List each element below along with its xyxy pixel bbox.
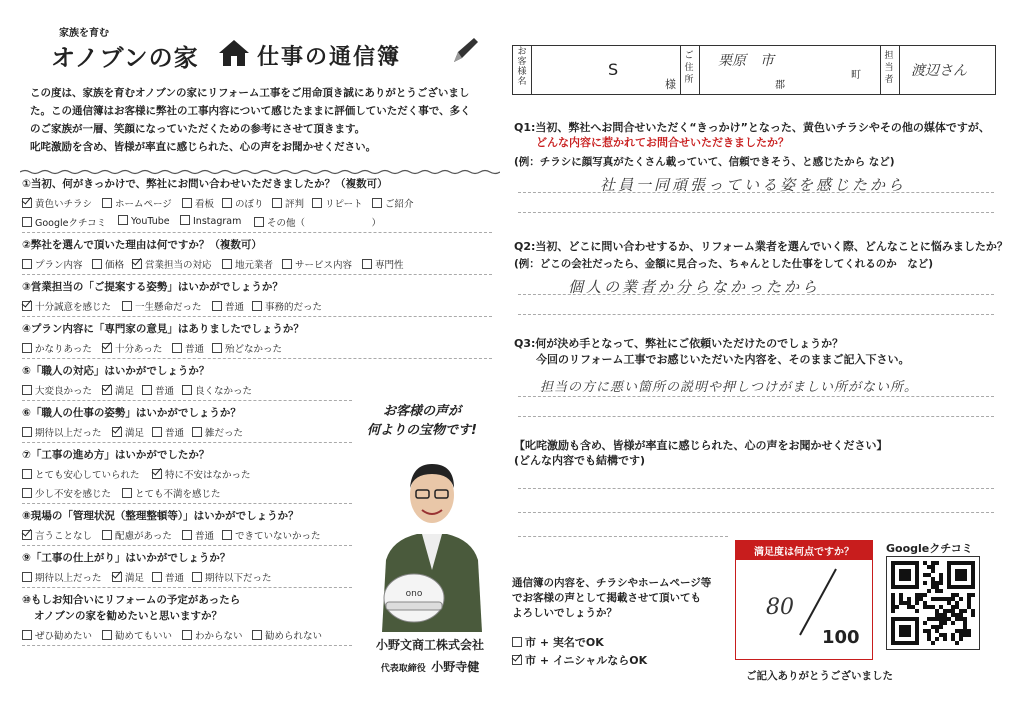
option-item[interactable] (102, 528, 172, 542)
q3-label-line: 今回のリフォーム工事でお感じいただいた内容を、そのままご記入下さい。 (536, 353, 910, 366)
option-item[interactable] (22, 570, 102, 584)
option-label: 専門性 (375, 260, 404, 271)
option-item[interactable] (102, 341, 162, 355)
satisfaction-label: 満足度は何点ですか？ (736, 541, 872, 560)
option-checkbox[interactable] (22, 343, 32, 353)
q2-example: (例：どこの会社だったら、金額に見合った、ちゃんとした仕事をしてくれるのか など) (514, 258, 934, 270)
address-machi: 町 (851, 70, 861, 81)
option-item[interactable] (172, 341, 204, 355)
customer-info-table (512, 45, 996, 95)
option-checkbox[interactable] (222, 198, 232, 208)
question-label: ①当初、何がきっかけで、弊社にお問い合わせいただきましたか？（複数可） (22, 178, 388, 190)
row-divider (22, 232, 492, 233)
question-label: ④プラン内容に「専門家の意見」はありましたでしょうか？ (22, 323, 304, 335)
option-checkbox[interactable] (182, 198, 192, 208)
q2-label: Q2:当初、どこに問い合わせするか、リフォーム業者を選んでいく際、どんなことに悩みましたか？ (514, 240, 1008, 253)
president-name (360, 656, 500, 675)
option-label: できていないかった (235, 531, 321, 542)
brand-name: オノブンの家 (51, 44, 199, 72)
option-item[interactable] (132, 257, 212, 271)
option-label: ぜひ勧めたい (35, 631, 93, 642)
intro-text (30, 84, 498, 156)
question-label: ⑩もしお知合いにリフォームの予定があったら (22, 594, 241, 606)
option-item[interactable] (22, 383, 92, 397)
satisfaction-max: 100 (822, 627, 860, 648)
option-label: 評判 (285, 199, 305, 210)
option-label: 十分誠意を感じた (35, 302, 112, 313)
option-checkbox[interactable] (272, 198, 282, 208)
question-label: ⑥「職人の仕事の姿勢」はいかがでしょうか？ (22, 407, 241, 419)
option-item[interactable] (22, 341, 92, 355)
option-item[interactable] (182, 528, 214, 542)
option-checkbox[interactable] (152, 572, 162, 582)
option-item[interactable] (362, 257, 404, 271)
q4-label (514, 438, 888, 468)
option-label: サービス内容 (295, 260, 353, 271)
option-label: 営業担当の対応 (145, 260, 212, 271)
option-label: 普通 (155, 386, 175, 397)
option-checkbox[interactable] (252, 301, 262, 311)
option-checkbox[interactable] (22, 427, 32, 437)
option-label: 満足 (125, 573, 145, 584)
question-label: ⑧現場の「管理状況（整理整頓等）」はいかがでしょうか？ (22, 510, 299, 522)
option-checkbox[interactable] (142, 385, 152, 395)
option-checkbox[interactable] (22, 301, 32, 311)
option-label: 黄色いチラシ (35, 199, 93, 210)
option-item[interactable] (182, 383, 252, 397)
option-label: リピート (325, 199, 363, 210)
google-label: Googleクチコミ (886, 542, 973, 555)
row-divider (22, 274, 492, 275)
option-label: 一生懸命だった (135, 302, 202, 313)
option-label: わからない (195, 631, 243, 642)
option-checkbox[interactable] (22, 385, 32, 395)
option-item[interactable] (112, 425, 144, 439)
option-label: 期待以上だった (35, 428, 102, 439)
option-item[interactable] (102, 628, 172, 642)
customer-name-label: お 客 様 名 (517, 47, 527, 87)
q1-example: (例：チラシに顔写真がたくさん載っていて、信頼できそう、と感じたから など) (514, 156, 895, 168)
promo-line: お客様の声が (382, 404, 461, 419)
question-label: ②弊社を選んで頂いた理由は何ですか？（複数可） (22, 239, 262, 251)
option-label: Googleクチコミ (35, 218, 107, 229)
option-label: 十分あった (115, 344, 163, 355)
option-label: Instagram (193, 216, 242, 227)
option-checkbox[interactable] (182, 530, 192, 540)
option-item[interactable] (22, 196, 92, 210)
option-label: 普通 (165, 428, 185, 439)
option-checkbox[interactable] (102, 630, 112, 640)
option-checkbox[interactable] (122, 301, 132, 311)
address-value: 栗原 市 (718, 53, 774, 69)
option-item[interactable] (372, 196, 414, 210)
president-title: 代表取締役 (380, 664, 426, 674)
question-label: ⑨「工事の仕上がり」はいかがでしょうか？ (22, 552, 231, 564)
consent-text (512, 576, 711, 621)
option-item[interactable] (192, 570, 272, 584)
option-checkbox[interactable] (152, 427, 162, 437)
option-checkbox[interactable] (222, 530, 232, 540)
option-label: 普通 (165, 573, 185, 584)
q4-label-line: (どんな内容でも結構です) (514, 454, 646, 467)
option-checkbox[interactable] (212, 343, 222, 353)
customer-name-value: S (608, 60, 619, 79)
option-label: 勧めてもいい (115, 631, 173, 642)
row-divider (22, 587, 352, 588)
option-label: とても不満を感じた (135, 489, 221, 500)
option-checkbox[interactable] (22, 198, 32, 208)
option-checkbox[interactable] (312, 198, 322, 208)
consent-option-initials[interactable] (512, 652, 647, 668)
consent-option-label: 市 + イニシャルならOK (525, 654, 648, 667)
wave-divider (20, 160, 500, 166)
option-checkbox[interactable] (254, 217, 264, 227)
consent-line: 通信簿の内容を、チラシやホームページ等 (512, 577, 712, 589)
option-label: 普通 (185, 344, 205, 355)
brand-header (45, 22, 485, 82)
option-item[interactable] (152, 570, 184, 584)
option-item[interactable] (118, 215, 170, 227)
option-item[interactable] (192, 425, 243, 439)
option-label: かなりあった (35, 344, 92, 355)
satisfaction-box (735, 540, 873, 660)
consent-option-label: 市 + 実名でOK (525, 636, 604, 649)
option-label: ご紹介 (385, 199, 414, 210)
row-divider (22, 358, 492, 359)
option-checkbox[interactable] (22, 572, 32, 582)
google-qr-code[interactable] (886, 556, 980, 650)
row-divider (22, 645, 352, 646)
q2-answer: 個人の業者か分らなかったから (568, 278, 821, 296)
tagline: 家族を育む (59, 28, 109, 39)
option-label: 言うことなし (35, 531, 93, 542)
option-item[interactable] (152, 467, 251, 481)
option-checkbox[interactable] (102, 385, 112, 395)
customer-name-suffix: 様 (665, 78, 676, 91)
consent-option-real-name[interactable] (512, 634, 604, 650)
option-checkbox[interactable] (22, 469, 32, 479)
option-item[interactable] (22, 257, 83, 271)
option-checkbox[interactable] (180, 215, 190, 225)
option-checkbox[interactable] (222, 259, 232, 269)
address-gun: 郡 (775, 80, 785, 91)
question-label: ③営業担当の「ご提案する姿勢」はいかがでしょうか？ (22, 281, 283, 293)
company-name: 小野文商工株式会社 (375, 638, 484, 652)
option-label: 価格 (105, 260, 125, 271)
intro-line: この度は、家族を育むオノブンの家にリフォーム工事をご用命頂き誠にありがとうございまし (30, 87, 470, 99)
option-label: 普通 (225, 302, 245, 313)
address-label: ご 住 所 (684, 51, 694, 85)
row-divider (22, 503, 352, 504)
option-item[interactable] (22, 628, 92, 642)
option-item[interactable] (22, 425, 102, 439)
option-item[interactable] (102, 196, 172, 210)
option-label: 事務的だった (265, 302, 323, 313)
option-item[interactable] (182, 628, 243, 642)
consent-line: でお客様の声として掲載させて頂いても (512, 592, 701, 604)
option-item[interactable] (152, 425, 184, 439)
option-item[interactable] (180, 215, 241, 227)
row-divider (22, 400, 352, 401)
option-item[interactable] (222, 257, 273, 271)
thanks-text: ご記入ありがとうございました (746, 670, 893, 682)
option-label: YouTube (131, 216, 170, 227)
option-label: ホームページ (115, 199, 172, 210)
option-label: 満足 (115, 386, 135, 397)
option-item[interactable] (112, 570, 144, 584)
option-checkbox[interactable] (92, 259, 102, 269)
option-checkbox[interactable] (282, 259, 292, 269)
option-checkbox[interactable] (172, 343, 182, 353)
option-item[interactable] (142, 383, 174, 397)
option-label: 地元業者 (235, 260, 274, 271)
q1-label-line: どんな内容に惹かれてお問合せいただきましたか？ (536, 136, 789, 149)
staff-value: 渡辺さん (911, 63, 967, 79)
option-item[interactable] (252, 299, 322, 313)
option-item[interactable] (22, 486, 111, 500)
option-checkbox[interactable] (102, 198, 112, 208)
q1-label-line: Q1:当初、弊社へお問合せいただく“きっかけ”となった、黄色いチラシやその他の媒体ですが、 (514, 121, 990, 134)
intro-line: た。この通信簿はお客様に弊社の工事内容について感じたままに評価していただく事で、多く (30, 105, 471, 117)
option-item[interactable] (92, 257, 124, 271)
option-checkbox[interactable] (122, 488, 132, 498)
option-checkbox[interactable] (132, 259, 142, 269)
option-checkbox[interactable] (182, 385, 192, 395)
house-icon (217, 38, 251, 68)
option-item[interactable] (222, 196, 264, 210)
q3-answer: 担当の方に悪い箇所の説明や押しつけがましい所がない所。 (540, 380, 919, 395)
question-label: ⑦「工事の進め方」はいかがでしたか？ (22, 449, 210, 461)
option-item[interactable] (254, 215, 381, 229)
option-label: のぼり (235, 199, 264, 210)
option-label: 大変良かった (35, 386, 93, 397)
option-label: 少し不安を感じた (35, 489, 112, 500)
option-checkbox[interactable] (212, 301, 222, 311)
option-item[interactable] (122, 299, 202, 313)
question-label: ⑤「職人の対応」はいかがでしょうか？ (22, 365, 210, 377)
option-checkbox[interactable] (102, 530, 112, 540)
row-divider (22, 545, 352, 546)
option-checkbox[interactable] (112, 572, 122, 582)
option-checkbox[interactable] (192, 572, 202, 582)
option-label: 普通 (195, 531, 215, 542)
satisfaction-score: 80 (766, 595, 794, 620)
svg-text:ono: ono (405, 589, 423, 599)
option-checkbox[interactable] (182, 630, 192, 640)
option-item[interactable] (312, 196, 363, 210)
option-checkbox[interactable] (22, 259, 32, 269)
option-checkbox[interactable] (112, 427, 122, 437)
option-checkbox[interactable] (372, 198, 382, 208)
option-checkbox[interactable] (118, 215, 128, 225)
intro-line: 叱咤激励を含め、皆様が率直に感じられた、心の声をお聞かせください。 (30, 141, 377, 153)
option-label: 期待以下だった (205, 573, 272, 584)
option-checkbox[interactable] (22, 217, 32, 227)
option-item[interactable] (22, 467, 140, 481)
option-label: とても安心していられた (35, 470, 140, 481)
option-label: 期待以上だった (35, 573, 102, 584)
option-item[interactable] (252, 628, 322, 642)
option-item[interactable] (122, 486, 221, 500)
option-checkbox[interactable] (22, 488, 32, 498)
row-divider (22, 316, 492, 317)
option-label: 満足 (125, 428, 145, 439)
option-item[interactable] (212, 341, 282, 355)
consent-line: よろしいでしょうか？ (512, 607, 617, 619)
option-checkbox[interactable] (192, 427, 202, 437)
option-checkbox[interactable] (22, 530, 32, 540)
option-label: 雑だった (205, 428, 244, 439)
pencil-icon (450, 36, 480, 66)
option-label: 勧められない (265, 631, 323, 642)
option-label: 看板 (195, 199, 215, 210)
option-item[interactable] (272, 196, 304, 210)
intro-line: のご家族が一層、笑顔になっていただくための参考にさせて頂きます。 (30, 123, 366, 135)
option-item[interactable] (182, 196, 214, 210)
question-label: オノブンの家を勧めたいと思いますか？ (34, 610, 222, 622)
q3-label-line: Q3:何が決め手となって、弊社にご依頼いただけたのでしょうか？ (514, 337, 844, 350)
option-checkbox[interactable] (252, 630, 262, 640)
option-checkbox[interactable] (362, 259, 372, 269)
option-label: 良くなかった (195, 386, 253, 397)
president-photo (372, 450, 492, 632)
q3-label (514, 336, 909, 368)
option-label: 配慮があった (115, 531, 172, 542)
option-item[interactable] (212, 299, 244, 313)
option-label: 殆どなかった (225, 344, 283, 355)
option-label: 特に不安はなかった (165, 470, 251, 481)
option-label: プラン内容 (35, 260, 83, 271)
president-person: 小野寺健 (431, 660, 480, 674)
checkbox-initials[interactable] (512, 655, 522, 665)
q1-answer: 社員一同頑張っている姿を感じたから (600, 176, 907, 194)
option-label: その他（ ） (267, 218, 382, 229)
q4-label-line: 【叱咤激励も含め、皆様が率直に感じられた、心の声をお聞かせください】 (514, 439, 888, 452)
q1-label (514, 120, 990, 150)
promo-bubble (352, 402, 492, 440)
staff-label: 担 当 者 (884, 51, 894, 85)
option-item[interactable] (22, 528, 92, 542)
checkbox-real-name[interactable] (512, 637, 522, 647)
option-item[interactable] (22, 299, 111, 313)
option-checkbox[interactable] (152, 469, 162, 479)
option-item[interactable] (102, 383, 134, 397)
row-divider (22, 442, 352, 443)
option-item[interactable] (22, 215, 106, 229)
option-checkbox[interactable] (102, 343, 112, 353)
option-checkbox[interactable] (22, 630, 32, 640)
option-item[interactable] (282, 257, 352, 271)
option-item[interactable] (222, 528, 321, 542)
brand-suffix: 仕事の通信簿 (257, 45, 402, 70)
promo-line: 何よりの宝物です! (367, 423, 477, 438)
